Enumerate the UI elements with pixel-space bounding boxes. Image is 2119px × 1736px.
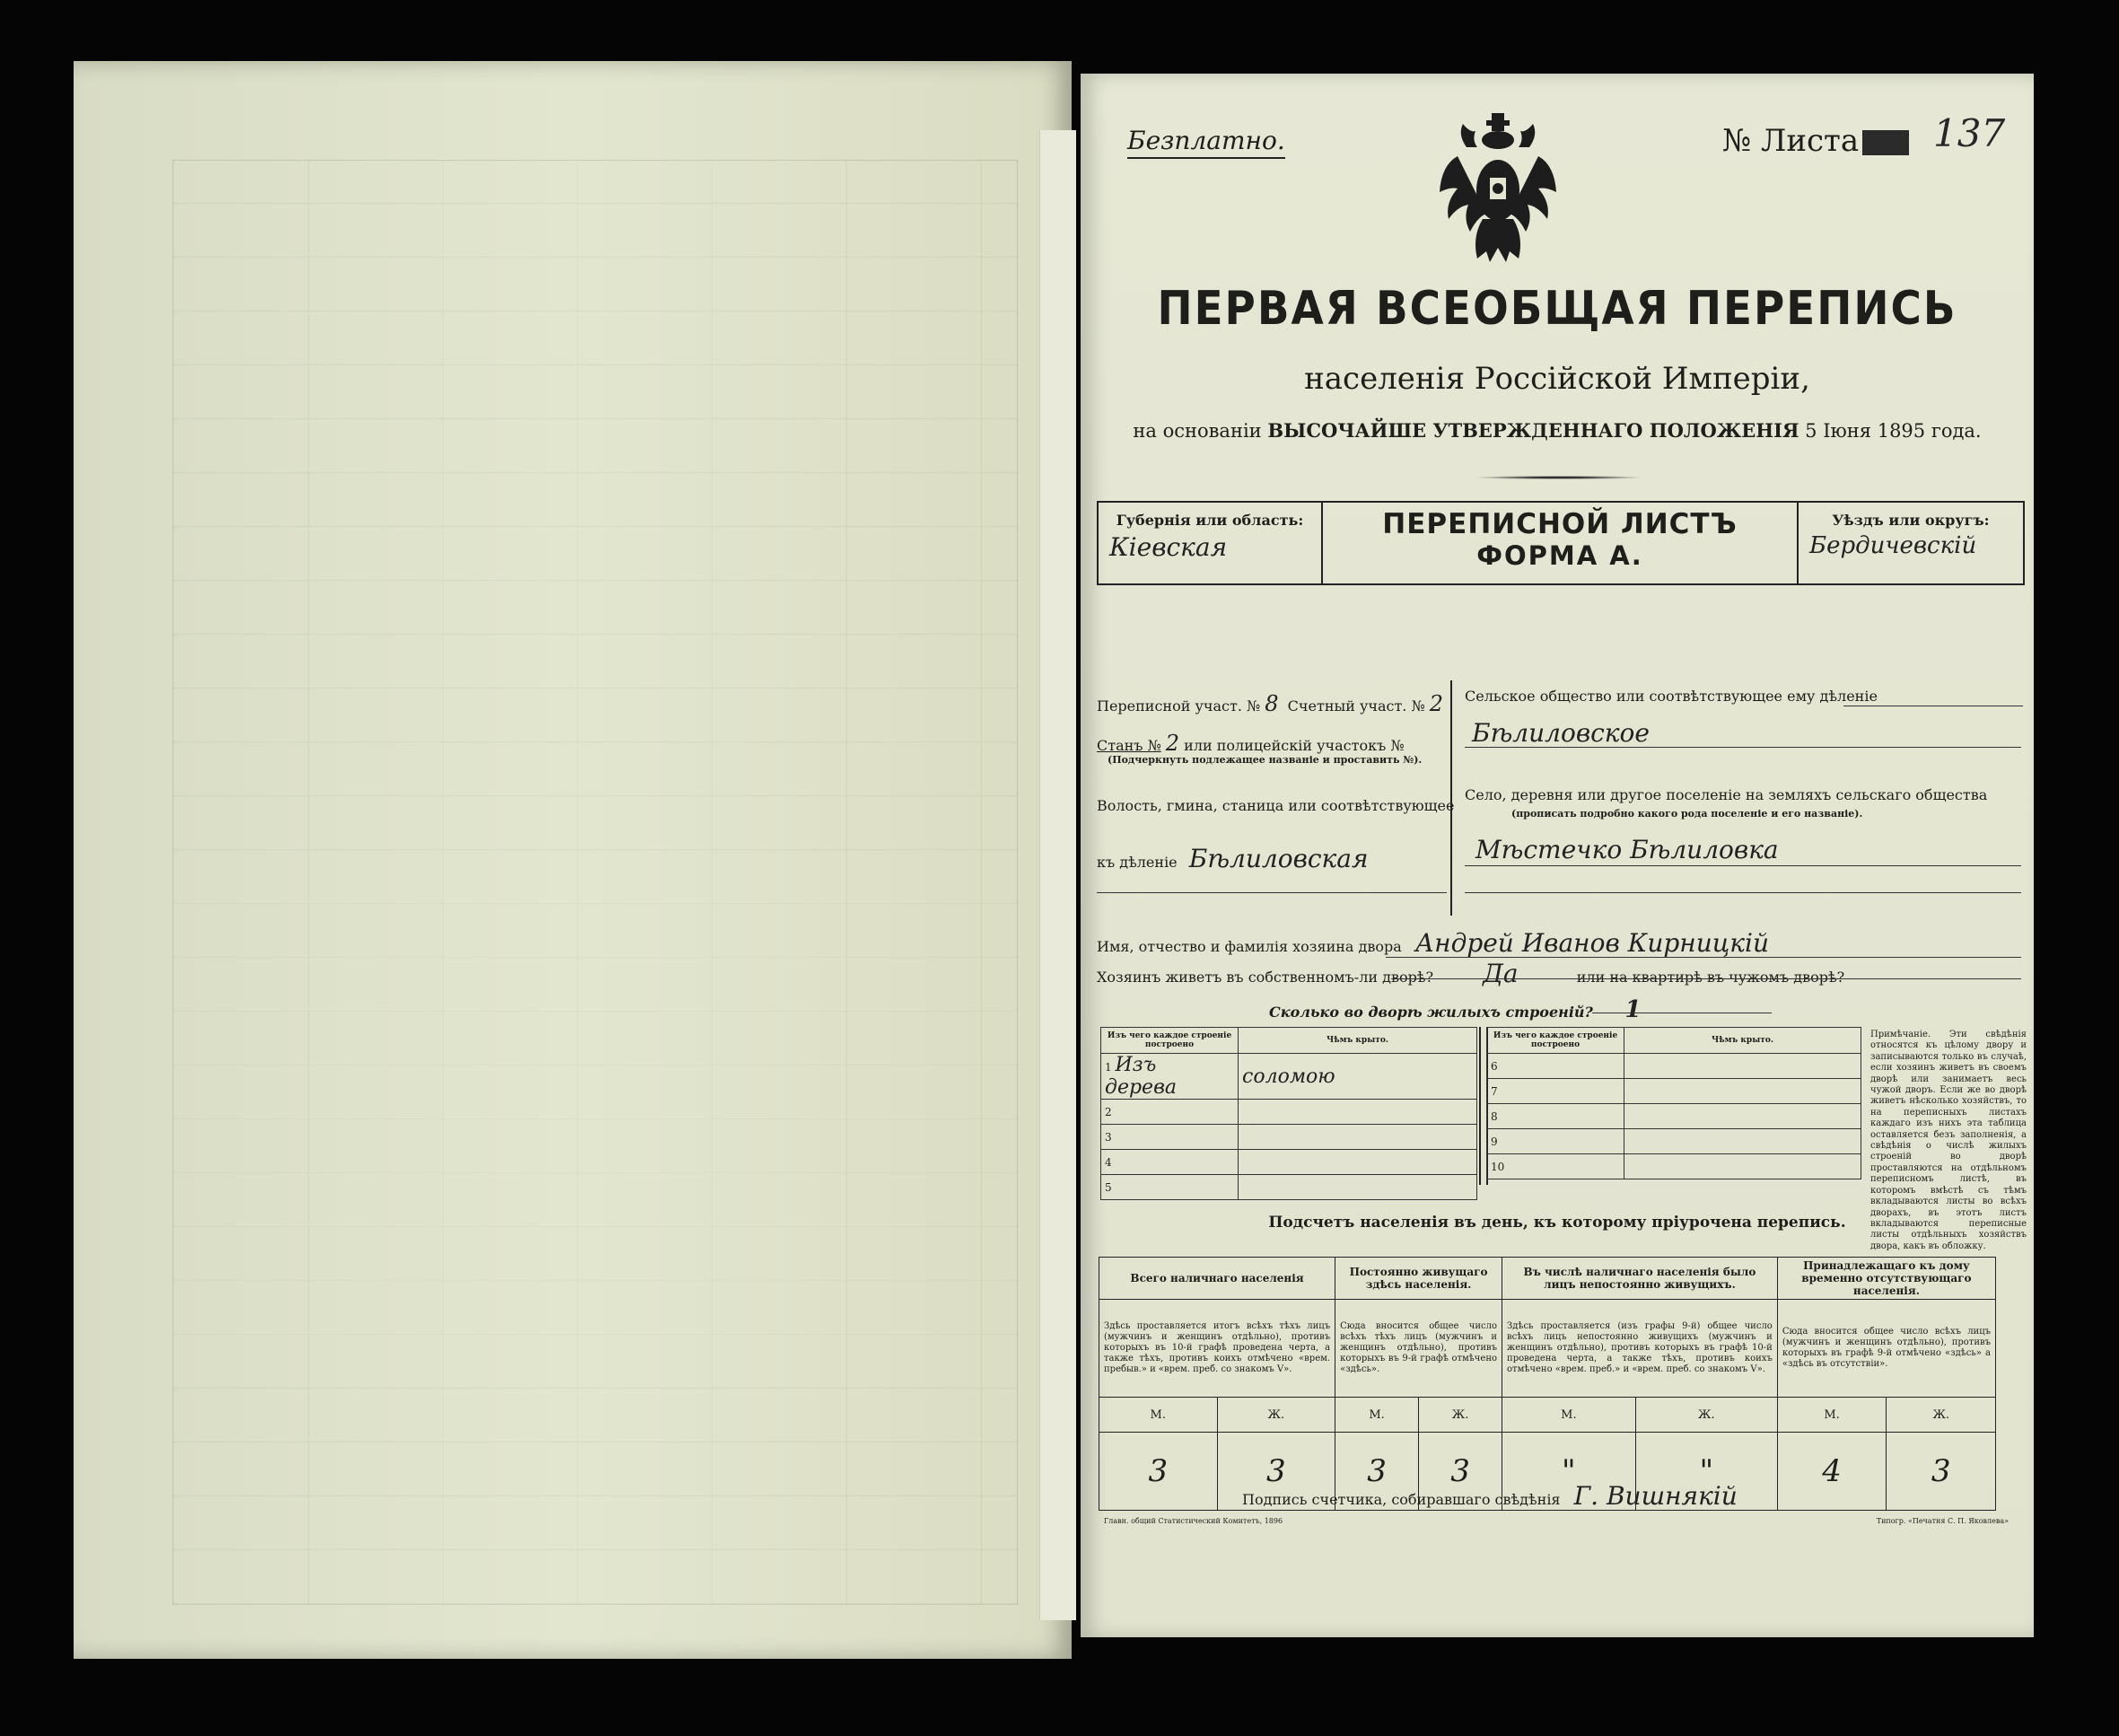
volost-label2: къ дѣленіе [1097, 854, 1178, 871]
pop-col-title: Принадлежащаго къ дому временно отсутствующаго населенія. [1777, 1258, 1995, 1300]
male-label: М. [1777, 1398, 1887, 1433]
building-roof [1624, 1079, 1861, 1104]
building-roof: соломою [1239, 1054, 1477, 1100]
sheet-number [1722, 123, 1909, 159]
village-value: Мѣстечко Бѣлиловка [1475, 835, 1779, 864]
district-label: Уѣздъ или округъ: [1832, 512, 1990, 529]
signature-label: Подпись счетчика, собиравшаго свѣдѣнія [1242, 1491, 1561, 1508]
col-roof: Чѣмъ крыто. [1239, 1028, 1477, 1054]
village-label: Село, деревня или другое поселеніе на земляхъ сельскаго общества [1465, 786, 1988, 803]
sheet-number-label: № Листа [1722, 123, 1860, 159]
camp-value: 2 [1165, 731, 1180, 756]
signature-row [1242, 1481, 1738, 1511]
owner-row [1097, 928, 1769, 958]
table-row [1101, 1054, 1477, 1100]
ornament-divider [1474, 476, 1644, 479]
row-number: 2 [1101, 1100, 1239, 1125]
buildings-header-right [1487, 1028, 1861, 1054]
col-material: Изъ чего каждое строеніе построено [1101, 1028, 1239, 1054]
buildings-note: Примѣчаніе. Эти свѣдѣнія относятся къ цѣлому двору и записываются только въ случаѣ, если хозяинъ живетъ въ своемъ дворѣ или занимаетъ весь чужой дворъ. Если же во дворѣ живетъ нѣсколько хозяйствъ, то на переписныхъ листахъ каждаго изъ нихъ эта таблица оставляется безъ заполненія, а свѣдѣнія о числѣ жилыхъ строеній во дворѣ проставляются на отдѣльномъ переписномъ листѣ, въ которомъ вмѣстѣ съ тѣмъ вкладываются листы во всѣхъ дворахъ, въ этотъ листъ вкладываются переписные листы отдѣльныхъ хозяйствъ двора, какъ въ обложку. [1870, 1030, 2027, 1251]
signature-value: Г. Вишнякій [1573, 1481, 1738, 1511]
building-roof [1239, 1175, 1477, 1200]
census-district-label: Переписной участ. № [1097, 697, 1261, 715]
building-roof [1239, 1125, 1477, 1150]
camp-label: Станъ № [1097, 737, 1161, 754]
pop-col-desc: Сюда вносится общее число всѣхъ тѣхъ лицъ (мужчинъ и женщинъ отдѣльно), противъ которыхъ въ 9-й графѣ отмѣчено «здѣсь». [1335, 1300, 1502, 1398]
village-line-2 [1465, 892, 2021, 893]
present-male: 3 [1099, 1433, 1218, 1511]
row-number: 4 [1101, 1150, 1239, 1175]
female-label: Ж. [1635, 1398, 1777, 1433]
building-roof [1239, 1150, 1477, 1175]
sheet-type-line1: ПЕРЕПИСНОЙ ЛИСТЪ [1382, 508, 1738, 540]
population-heading: Подсчетъ населенія въ день, къ которому пріурочена перепись. [1268, 1214, 1846, 1232]
nonresident-male: " [1502, 1433, 1636, 1511]
camp-rest: или полицейскій участокъ № [1184, 737, 1405, 754]
pop-col-title: Въ числѣ наличнаго населенія было лицъ непостоянно живущихъ. [1502, 1258, 1778, 1300]
row-number: 7 [1487, 1079, 1624, 1104]
building-roof [1624, 1129, 1861, 1154]
owner-label: Имя, отчество и фамилія хозяина двора [1097, 938, 1402, 955]
col-roof: Чѣмъ крыто. [1624, 1028, 1861, 1054]
row-number: 8 [1487, 1104, 1624, 1129]
row-number: 3 [1101, 1125, 1239, 1150]
census-district-row [1097, 691, 1443, 716]
pop-col-desc: Здѣсь проставляется (изъ графы 9-й) общее число всѣхъ лицъ непостоянно живущихъ (мужчинъ и женщинъ отдѣльно), противъ которыхъ въ графѣ 10-й проведена черта, а также тѣхъ, противъ коихъ отмѣчено «врем. преб.» и «врем. преб. со знакомъ V». [1502, 1300, 1778, 1398]
form-title: ПЕРВАЯ ВСЕОБЩАЯ ПЕРЕПИСЬ [1157, 282, 1957, 336]
double-headed-eagle-emblem [1440, 111, 1556, 268]
buildings-value: 1 [1624, 996, 1642, 1023]
pop-col-desc: Сюда вносится общее число всѣхъ лицъ (мужчинъ и женщинъ отдѣльно), противъ которыхъ въ графѣ 9-й отмѣчено «здѣсь» а «здѣсь въ отсутствіи». [1777, 1300, 1995, 1398]
table-row [1101, 1150, 1477, 1175]
counting-district-label: Счетный участ. № [1287, 697, 1425, 715]
table-row [1101, 1100, 1477, 1125]
bleed-through-grid [172, 160, 1018, 1605]
form-subtitle: населенія Россійской Имперіи, [1304, 361, 1810, 397]
pop-col-desc: Здѣсь проставляется итогъ всѣхъ тѣхъ лицъ (мужчинъ и женщинъ отдѣльно), противъ которыхъ въ 10-й графѣ проведена черта, а также тѣхъ, противъ коихъ отмѣчено «врем. пребыв.» и «врем. преб. со знакомъ V». [1099, 1300, 1335, 1398]
volost-line [1097, 892, 1447, 893]
owner-lives-label: Хозяинъ живетъ въ собственномъ-ли дворѣ? [1097, 969, 1434, 986]
owner-value: Андрей Иванов Кирницкій [1414, 928, 1769, 958]
resident-female: 3 [1419, 1433, 1502, 1511]
left-page-blank [74, 61, 1072, 1659]
male-label: М. [1099, 1398, 1218, 1433]
population-table [1099, 1257, 1996, 1511]
struck-out-number [1862, 130, 1909, 155]
basis-prefix: на основаніи [1133, 420, 1262, 442]
pop-col-title: Всего наличнаго населенія [1099, 1258, 1335, 1300]
village-line-1 [1465, 865, 2021, 866]
volost-label: Волость, гмина, станица или соотвѣтствующее [1097, 797, 1455, 814]
society-label: Сельское общество или соотвѣтствующее ему дѣленіе [1465, 688, 1878, 705]
building-roof [1624, 1104, 1861, 1129]
owner-lives-line [1391, 978, 2021, 979]
table-row [1487, 1104, 1861, 1129]
province-label: Губернія или область: [1116, 512, 1304, 529]
sheet-type [1323, 508, 1797, 571]
buildings-label: Сколько во дворѣ жилыхъ строеній? [1269, 1004, 1593, 1021]
handwritten-page-number: 137 [1933, 111, 2006, 155]
society-value: Бѣлиловское [1472, 718, 1650, 748]
counting-district-value: 2 [1429, 691, 1443, 716]
society-line-2 [1465, 747, 2021, 748]
population-titles [1099, 1258, 1996, 1300]
owner-lives-row [1097, 959, 1844, 988]
absent-male: 4 [1777, 1433, 1887, 1511]
row-number: 6 [1487, 1054, 1624, 1079]
basis-main: ВЫСОЧАЙШЕ УТВЕРЖДЕННАГО ПОЛОЖЕНІЯ [1267, 419, 1799, 442]
province-value: Кіевская [1109, 532, 1228, 562]
free-label: Безплатно. [1127, 126, 1285, 159]
female-label: Ж. [1217, 1398, 1335, 1433]
male-label: М. [1335, 1398, 1419, 1433]
table-row [1101, 1175, 1477, 1200]
district-value: Бердичевскій [1809, 532, 1977, 559]
table-row [1487, 1129, 1861, 1154]
table-row [1487, 1079, 1861, 1104]
female-label: Ж. [1887, 1398, 1996, 1433]
buildings-table-left [1100, 1027, 1477, 1200]
volost-row [1097, 844, 1369, 873]
owner-lives-rest: или на квартирѣ въ чужомъ дворѣ? [1576, 969, 1845, 986]
village-note: (прописать подробно какого рода поселеніе и его названіе). [1511, 808, 1863, 820]
owner-lives-value: Да [1483, 959, 1519, 988]
province-cell [1099, 503, 1323, 583]
building-roof [1239, 1100, 1477, 1125]
census-form-page [1081, 74, 2034, 1637]
row-number: 5 [1101, 1175, 1239, 1200]
resident-male: 3 [1335, 1433, 1419, 1511]
nonresident-female: " [1635, 1433, 1777, 1511]
footer-left: Главн. общий Статистический Комитетъ, 1896 [1104, 1517, 1283, 1525]
row-number: 1 [1105, 1061, 1112, 1074]
census-district-value: 8 [1265, 691, 1279, 716]
col-material: Изъ чего каждое строеніе построено [1487, 1028, 1624, 1054]
buildings-header-left [1101, 1028, 1477, 1054]
owner-line [1386, 957, 2021, 958]
present-female: 3 [1217, 1433, 1335, 1511]
table-row [1487, 1054, 1861, 1079]
male-label: М. [1502, 1398, 1636, 1433]
building-roof [1624, 1054, 1861, 1079]
building-roof [1624, 1154, 1861, 1179]
population-sex-labels [1099, 1398, 1996, 1433]
volost-value: Бѣлиловская [1188, 844, 1369, 873]
footer-right: Типогр. «Печатня С. П. Яковлева» [1876, 1517, 2009, 1525]
basis-date: 5 Іюня 1895 года. [1805, 420, 1982, 442]
buildings-table-right [1486, 1027, 1861, 1179]
row-number: 9 [1487, 1129, 1624, 1154]
female-label: Ж. [1419, 1398, 1502, 1433]
binding-strip [1039, 130, 1076, 1620]
camp-row [1097, 731, 1405, 756]
absent-female: 3 [1887, 1433, 1996, 1511]
header-box [1097, 501, 2025, 585]
building-material: Изъ дерева [1105, 1054, 1177, 1099]
table-row [1487, 1154, 1861, 1179]
table-row [1101, 1125, 1477, 1150]
sheet-type-line2: ФОРМА А. [1476, 540, 1643, 571]
pop-col-title: Постоянно живущаго здѣсь населенія. [1335, 1258, 1502, 1300]
population-descriptions [1099, 1300, 1996, 1398]
district-cell [1797, 503, 2023, 583]
row-number: 10 [1487, 1154, 1624, 1179]
legal-basis [1081, 419, 2034, 442]
camp-note: (Подчеркнуть подлежащее названіе и проставить №). [1108, 754, 1423, 766]
buildings-row [1269, 996, 1642, 1023]
